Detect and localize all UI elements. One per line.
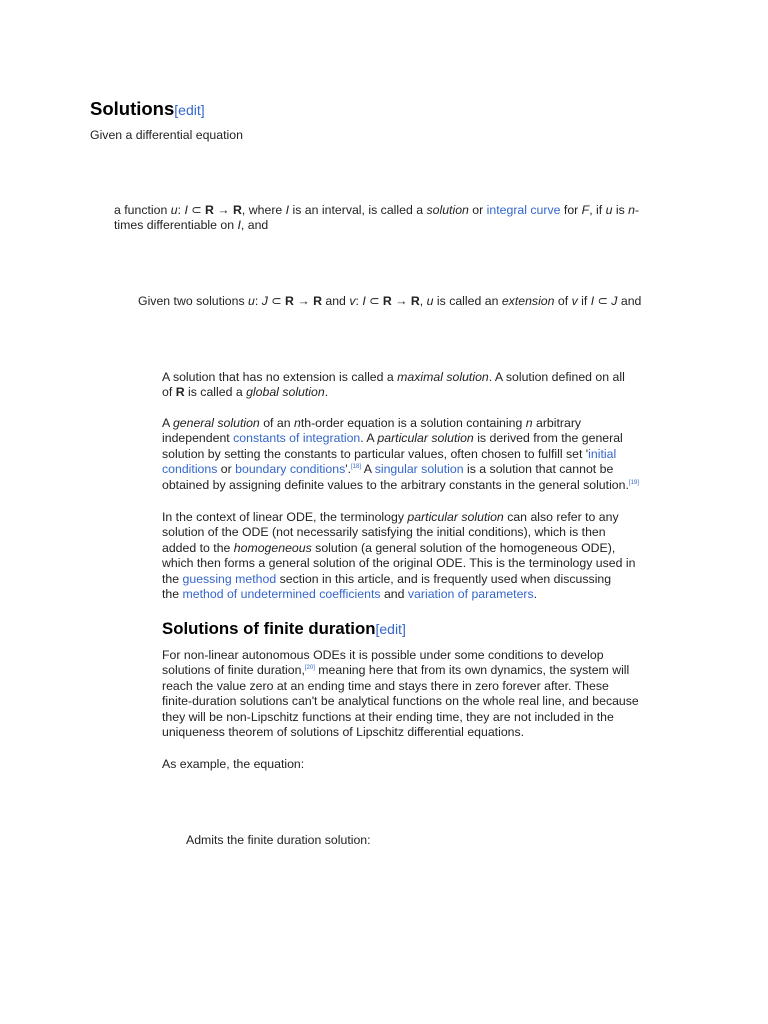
citation-20[interactable]: [20] (304, 665, 315, 672)
paragraph-admits: Admits the finite duration solution: (186, 833, 371, 847)
edit-link[interactable]: [edit] (375, 621, 406, 637)
citation-19[interactable]: [19] (628, 479, 639, 486)
paragraph-general-solution: A general solution of an nth-order equation is a solution containing n arbitrary independent constants of integration. A particular solution is derived from the general solution by setting the constants to particular values, often chosen to fulfill set 'initial conditions or boundary conditions'.[18] A singular solution is a solution that cannot be obtained by assigning definite values to the arbitrary constants in the general solution.[19] (162, 416, 639, 492)
link-variation-of-parameters[interactable]: variation of parameters (407, 587, 534, 602)
link-undetermined-coefficients[interactable]: method of undetermined coefficients (182, 587, 381, 602)
link-initial-conditions-a[interactable]: initial (588, 446, 617, 461)
definition-function: a function u: I ⊂ R → R, where I is an interval, is called a solution or integral curve for F, if u is n- times differentiable on I, and (114, 203, 640, 233)
section-heading-solutions (90, 98, 205, 121)
paragraph-finite-duration: For non-linear autonomous ODEs it is possible under some conditions to develop solutions of finite duration,[20] meaning here that from its own dynamics, the system will reach the value zero at an ending time and stays there in zero forever after. These finite-duration solutions can't be analytical functions on the whole real line, and because they will be non-Lipschitz functions at their ending time, they are not included in the uniqueness theorem of solutions of Lipschitz differential equations. (162, 648, 639, 740)
section-title: Solutions of finite duration (162, 619, 376, 638)
section-heading-finite-duration (162, 619, 406, 639)
paragraph-example: As example, the equation: (162, 757, 305, 771)
paragraph-linear-ode: In the context of linear ODE, the terminology particular solution can also refer to any solution of the ODE (not necessarily satisfying the initial conditions), which is then added to the homogeneous solution (a general solution of the homogeneous ODE), which then forms a general solution of the original ODE. This is the terminology used in the guessing method section in this article, and is frequently used when discussing the method of undetermined coefficients and variation of parameters. (162, 510, 636, 602)
link-guessing-method[interactable]: guessing method (182, 571, 277, 586)
link-constants-of-integration[interactable]: constants of integration (233, 431, 361, 446)
edit-link[interactable]: [edit] (174, 102, 205, 118)
intro-text: Given a differential equation (90, 128, 243, 142)
link-integral-curve[interactable]: integral curve (486, 203, 561, 217)
link-singular-solution[interactable]: singular solution (374, 462, 464, 477)
citation-18[interactable]: [18] (351, 464, 362, 471)
paragraph-maximal-solution: A solution that has no extension is called a maximal solution. A solution defined on all of R is called a global solution. (162, 370, 625, 400)
section-title: Solutions (90, 98, 175, 119)
link-boundary-conditions[interactable]: boundary conditions (235, 462, 346, 477)
link-initial-conditions-b[interactable]: conditions (162, 462, 218, 477)
definition-extension: Given two solutions u: J ⊂ R → R and v: I ⊂ R → R, u is called an extension of v if I ⊂ J and (138, 294, 642, 308)
